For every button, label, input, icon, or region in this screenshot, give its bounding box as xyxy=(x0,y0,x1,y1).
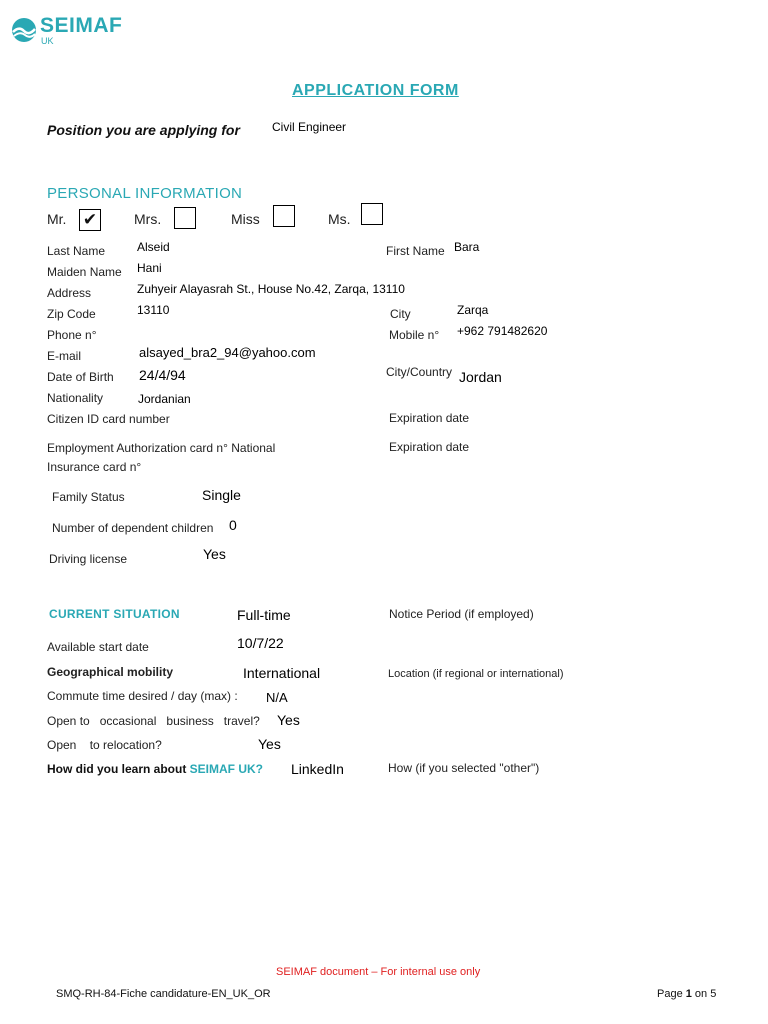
checkmark-icon: ✔ xyxy=(82,210,98,229)
title-mrs-checkbox[interactable] xyxy=(174,207,196,229)
mobile-label: Mobile n° xyxy=(389,328,440,342)
document-code: SMQ-RH-84-Fiche candidature-EN_UK_OR xyxy=(56,988,271,1000)
maiden-name-label: Maiden Name xyxy=(47,265,122,279)
logo-subtext: UK xyxy=(41,36,54,46)
mobile-value[interactable]: +962 791482620 xyxy=(457,324,548,338)
travel-label: Open to occasional business travel? xyxy=(47,714,260,728)
zip-code-label: Zip Code xyxy=(47,307,96,321)
position-value[interactable]: Civil Engineer xyxy=(272,120,347,134)
dependents-label: Number of dependent children xyxy=(52,521,214,535)
title-miss-checkbox[interactable] xyxy=(273,205,295,227)
driving-license-value[interactable]: Yes xyxy=(203,546,226,562)
title-miss-label: Miss xyxy=(231,211,260,227)
city-value[interactable]: Zarqa xyxy=(457,303,489,317)
start-date-value[interactable]: 10/7/22 xyxy=(237,635,284,651)
title-mr-checkbox[interactable] xyxy=(79,209,101,231)
commute-value[interactable]: N/A xyxy=(266,690,288,705)
first-name-label: First Name xyxy=(386,244,445,258)
maiden-name-value[interactable]: Hani xyxy=(137,261,162,275)
how-other-label: How (if you selected "other") xyxy=(388,761,540,775)
dependents-value[interactable]: 0 xyxy=(229,517,237,533)
internal-use-notice: SEIMAF document – For internal use only xyxy=(276,966,481,978)
page-number: 1 xyxy=(685,988,692,1000)
learn-about-brand: SEIMAF UK? xyxy=(189,762,264,776)
title-ms-label: Ms. xyxy=(328,211,351,227)
employment-auth-label: Employment Authorization card n° National xyxy=(47,441,276,455)
mobility-label: Geographical mobility xyxy=(47,665,174,679)
logo-text: SEIMAF xyxy=(40,14,123,37)
learn-about-prefix: How did you learn about xyxy=(47,762,190,776)
learn-about-value[interactable]: LinkedIn xyxy=(291,761,344,777)
mobility-value[interactable]: International xyxy=(243,665,321,681)
nationality-value[interactable]: Jordanian xyxy=(138,392,191,406)
start-date-label: Available start date xyxy=(47,640,149,654)
page-suffix: on 5 xyxy=(691,988,717,1000)
form-title: APPLICATION FORM xyxy=(292,82,459,99)
location-label: Location (if regional or international) xyxy=(388,668,564,680)
address-value[interactable]: Zuhyeir Alayasrah St., House No.42, Zarqa, 13110 xyxy=(137,282,405,296)
personal-info-heading: PERSONAL INFORMATION xyxy=(47,185,243,202)
city-country-label: City/Country xyxy=(386,365,453,379)
position-label: Position you are applying for xyxy=(47,122,240,138)
email-label: E-mail xyxy=(47,349,82,363)
title-mrs-label: Mrs. xyxy=(134,211,162,227)
expiration-label-2: Expiration date xyxy=(389,440,470,454)
zip-code-value[interactable]: 13110 xyxy=(137,303,170,317)
nationality-label: Nationality xyxy=(47,391,104,405)
family-status-label: Family Status xyxy=(52,490,125,504)
driving-license-label: Driving license xyxy=(49,552,128,566)
commute-label: Commute time desired / day (max) : xyxy=(47,689,238,703)
page-indicator xyxy=(657,988,716,1000)
last-name-label: Last Name xyxy=(47,244,106,258)
relocation-value[interactable]: Yes xyxy=(258,736,281,752)
first-name-value[interactable]: Bara xyxy=(454,240,480,254)
logo xyxy=(8,12,123,48)
email-value[interactable]: alsayed_bra2_94@yahoo.com xyxy=(139,345,316,360)
city-label: City xyxy=(390,307,411,321)
dob-label: Date of Birth xyxy=(47,370,114,384)
current-situation-value[interactable]: Full-time xyxy=(237,607,291,623)
citizen-id-label: Citizen ID card number xyxy=(47,412,170,426)
dob-value[interactable]: 24/4/94 xyxy=(139,367,186,383)
expiration-label-1: Expiration date xyxy=(389,411,470,425)
insurance-label: Insurance card n° xyxy=(47,460,142,474)
page-prefix: Page xyxy=(657,988,686,1000)
title-mr-label: Mr. xyxy=(47,211,67,227)
last-name-value[interactable]: Alseid xyxy=(137,240,170,254)
relocation-label: Open to relocation? xyxy=(47,738,162,752)
phone-label: Phone n° xyxy=(47,328,97,342)
address-label: Address xyxy=(47,286,92,300)
family-status-value[interactable]: Single xyxy=(202,487,241,503)
travel-value[interactable]: Yes xyxy=(277,712,300,728)
learn-about-label xyxy=(47,762,263,776)
notice-period-label: Notice Period (if employed) xyxy=(389,607,534,621)
current-situation-heading: CURRENT SITUATION xyxy=(49,607,180,621)
city-country-value[interactable]: Jordan xyxy=(459,369,502,385)
seimaf-wave-icon xyxy=(10,16,38,44)
title-ms-checkbox[interactable] xyxy=(361,203,383,225)
